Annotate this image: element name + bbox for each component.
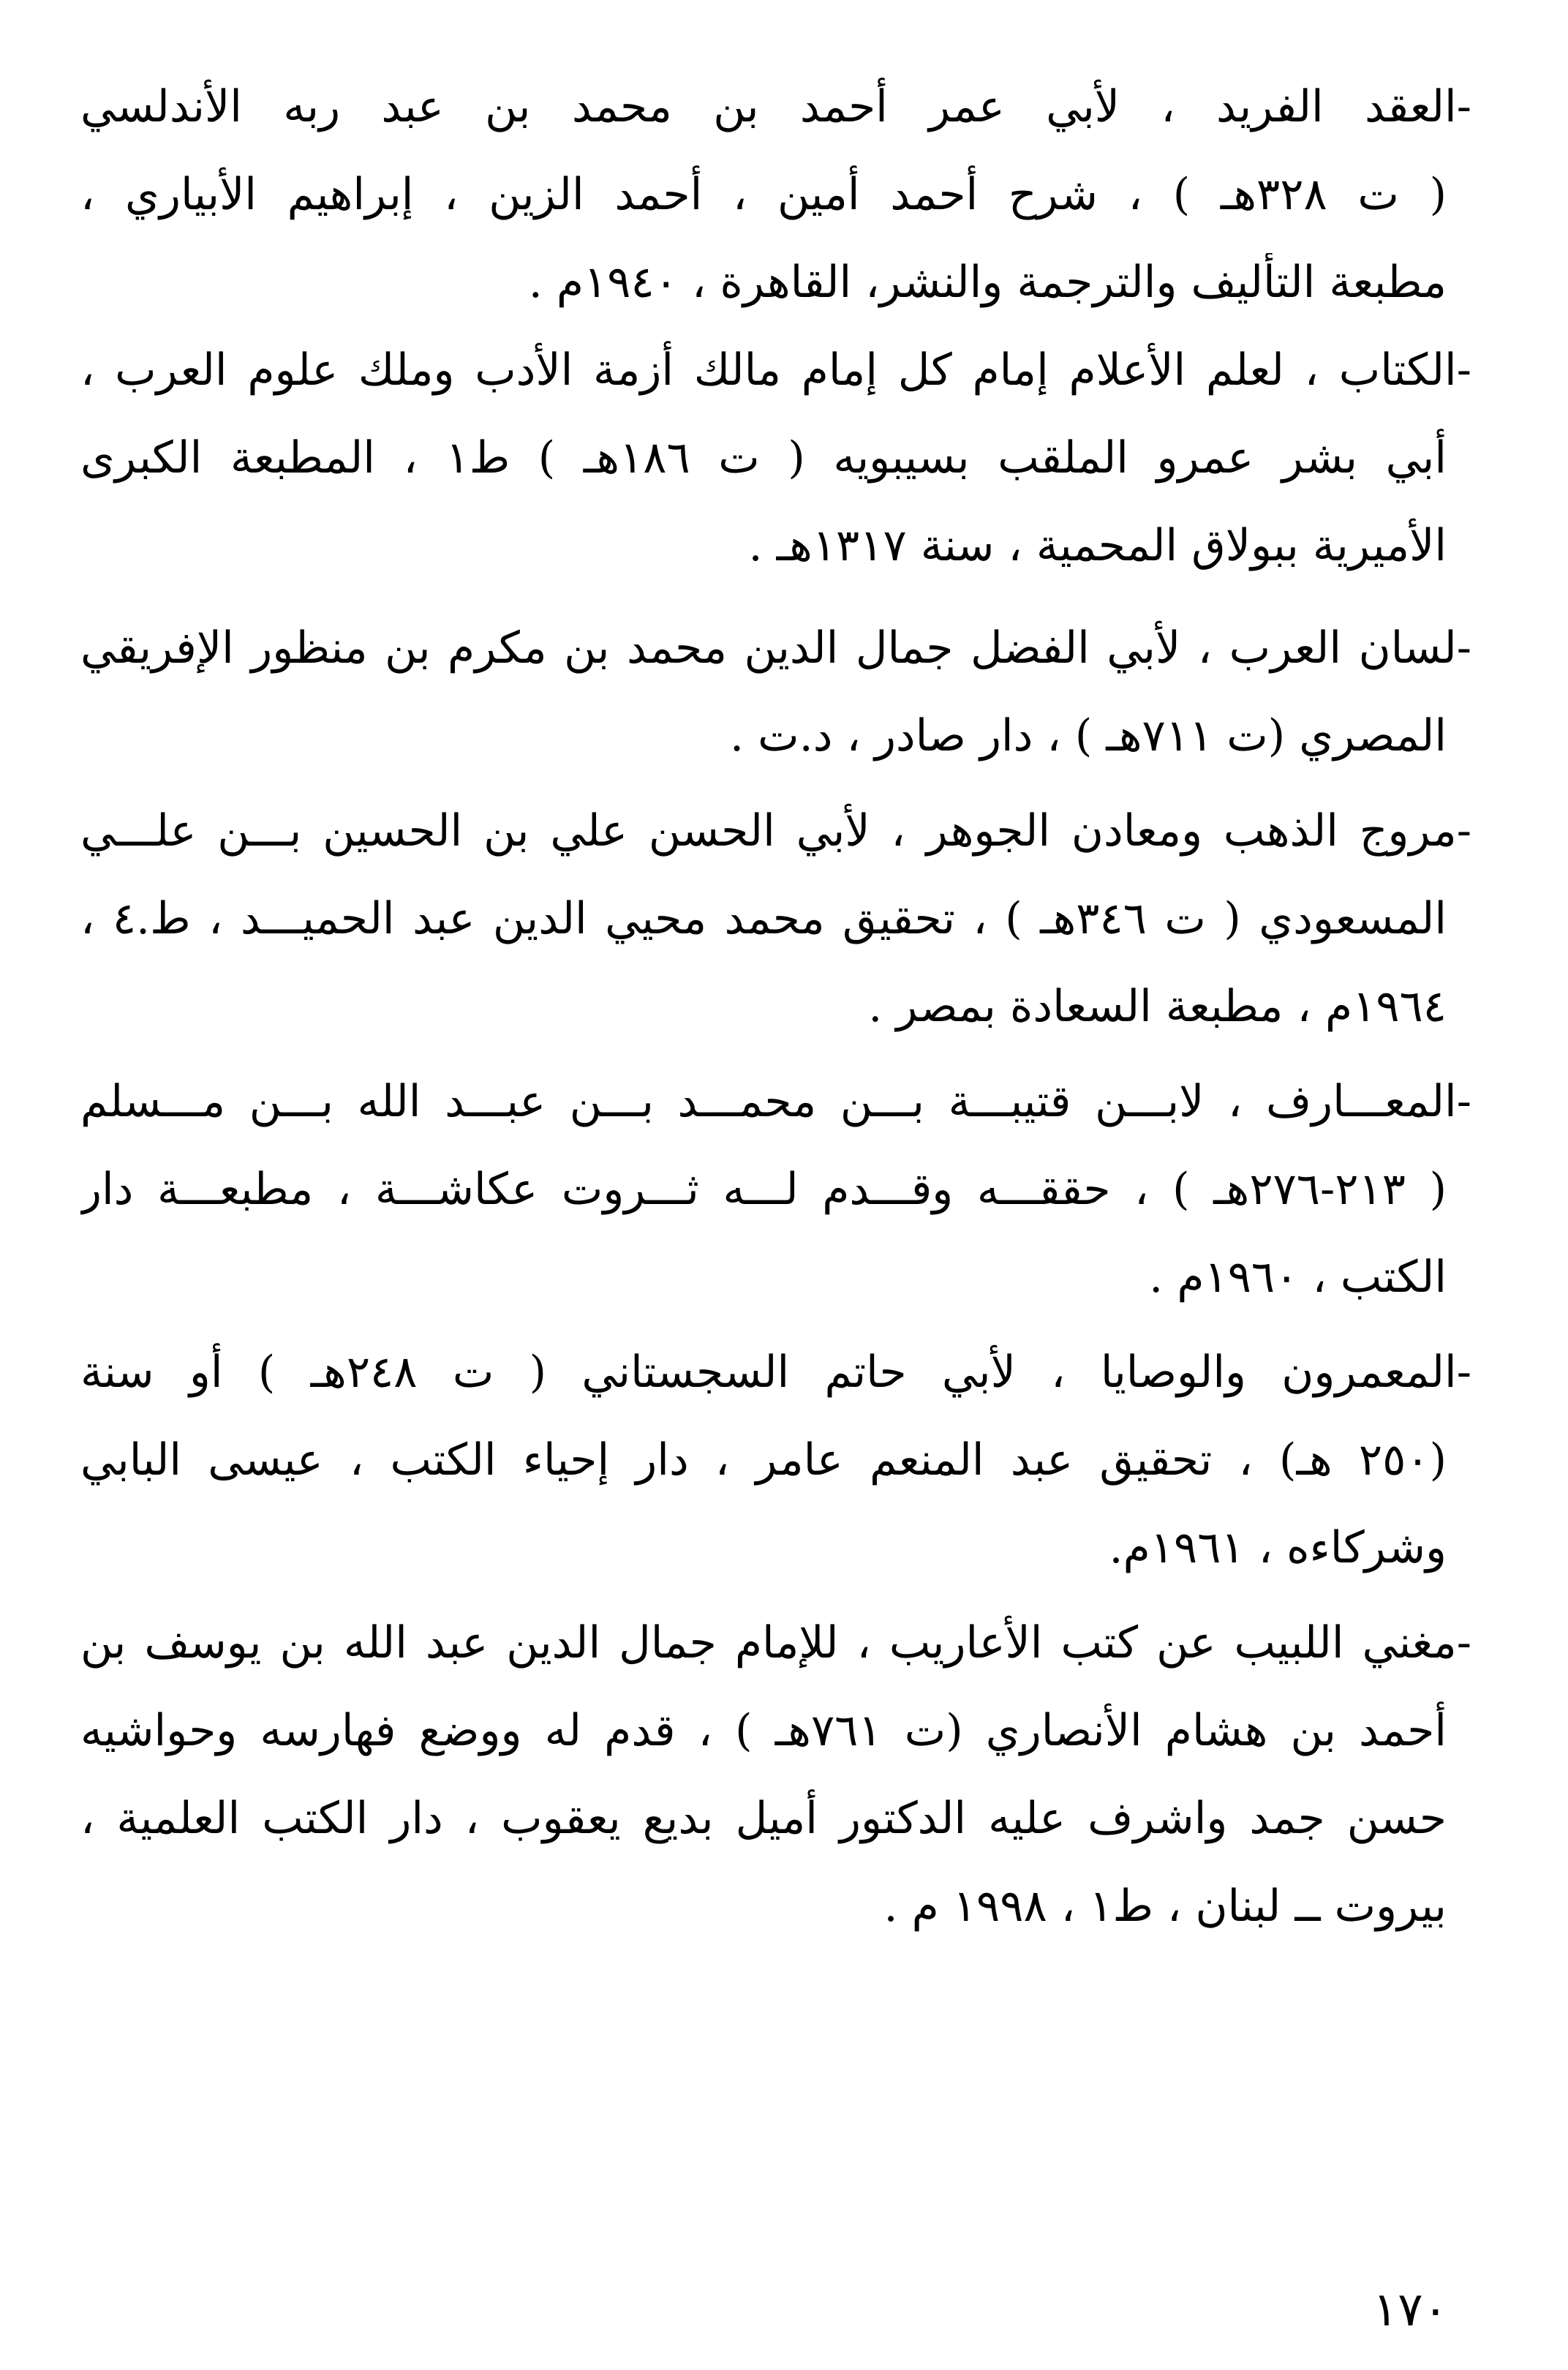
reference-line: -مروج الذهب ومعادن الجوهر ، لأبي الحسن علي بن الحسين بـــن علـــي (80, 805, 1471, 857)
reference-line: مطبعة التأليف والترجمة والنشر، القاهرة ، ١٩٤٠م . (528, 257, 1447, 308)
reference-line: ( ت ٣٢٨هـ ) ، شرح أحمد أمين ، أحمد الزين ، إبراهيم الأبياري ، (80, 169, 1447, 220)
reference-line: -المعمرون والوصايا ، لأبي حاتم السجستاني ( ت ٢٤٨هـ ) أو سنة (80, 1347, 1471, 1398)
reference-line: المصري (ت ٧١١هـ ) ، دار صادر ، د.ت . (730, 710, 1447, 761)
reference-line: -لسان العرب ، لأبي الفضل جمال الدين محمد بن مكرم بن منظور الإفريقي (80, 622, 1471, 674)
reference-line: بيروت ــ لبنان ، ط١ ، ١٩٩٨ م . (883, 1881, 1447, 1932)
reference-line: وشركاءه ، ١٩٦١م. (1109, 1522, 1447, 1573)
reference-line: -مغني اللبيب عن كتب الأعاريب ، للإمام جمال الدين عبد الله بن يوسف بن (80, 1617, 1471, 1669)
reference-line: -الكتاب ، لعلم الأعلام إمام كل إمام مالك أزمة الأدب وملك علوم العرب ، (80, 345, 1471, 396)
reference-line: ( ٢١٣-٢٧٦هـ ) ، حققـــه وقـــدم لـــه ثـــروت عكاشـــة ، مطبعـــة دار (80, 1164, 1447, 1215)
reference-line: -المعـــارف ، لابـــن قتيبـــة بـــن محمـــد بـــن عبـــد الله بـــن مـــسلم (80, 1076, 1471, 1127)
page-number: ١٧٠ (1372, 2283, 1448, 2337)
reference-line: أحمد بن هشام الأنصاري (ت ٧٦١هـ ) ، قدم له ووضع فهارسه وحواشيه (80, 1705, 1447, 1756)
reference-line: الكتب ، ١٩٦٠م . (1149, 1252, 1447, 1303)
reference-line: المسعودي ( ت ٣٤٦هـ ) ، تحقيق محمد محيي الدين عبد الحميـــد ، ط.٤ ، (80, 893, 1447, 944)
reference-line: (٢٥٠ هـ) ، تحقيق عبد المنعم عامر ، دار إحياء الكتب ، عيسى البابي (80, 1434, 1447, 1486)
reference-line: الأميرية ببولاق المحمية ، سنة ١٣١٧هـ . (748, 520, 1447, 571)
reference-line: -العقد الفريد ، لأبي عمر أحمد بن محمد بن عبد ربه الأندلسي (80, 81, 1471, 132)
reference-line: ١٩٦٤م ، مطبعة السعادة بمصر . (868, 981, 1447, 1032)
reference-line: أبي بشر عمرو الملقب بسيبويه ( ت ١٨٦هـ ) ط١ ، المطبعة الكبرى (80, 432, 1447, 484)
reference-line: حسن جمد واشرف عليه الدكتور أميل بديع يعقوب ، دار الكتب العلمية ، (80, 1793, 1447, 1844)
